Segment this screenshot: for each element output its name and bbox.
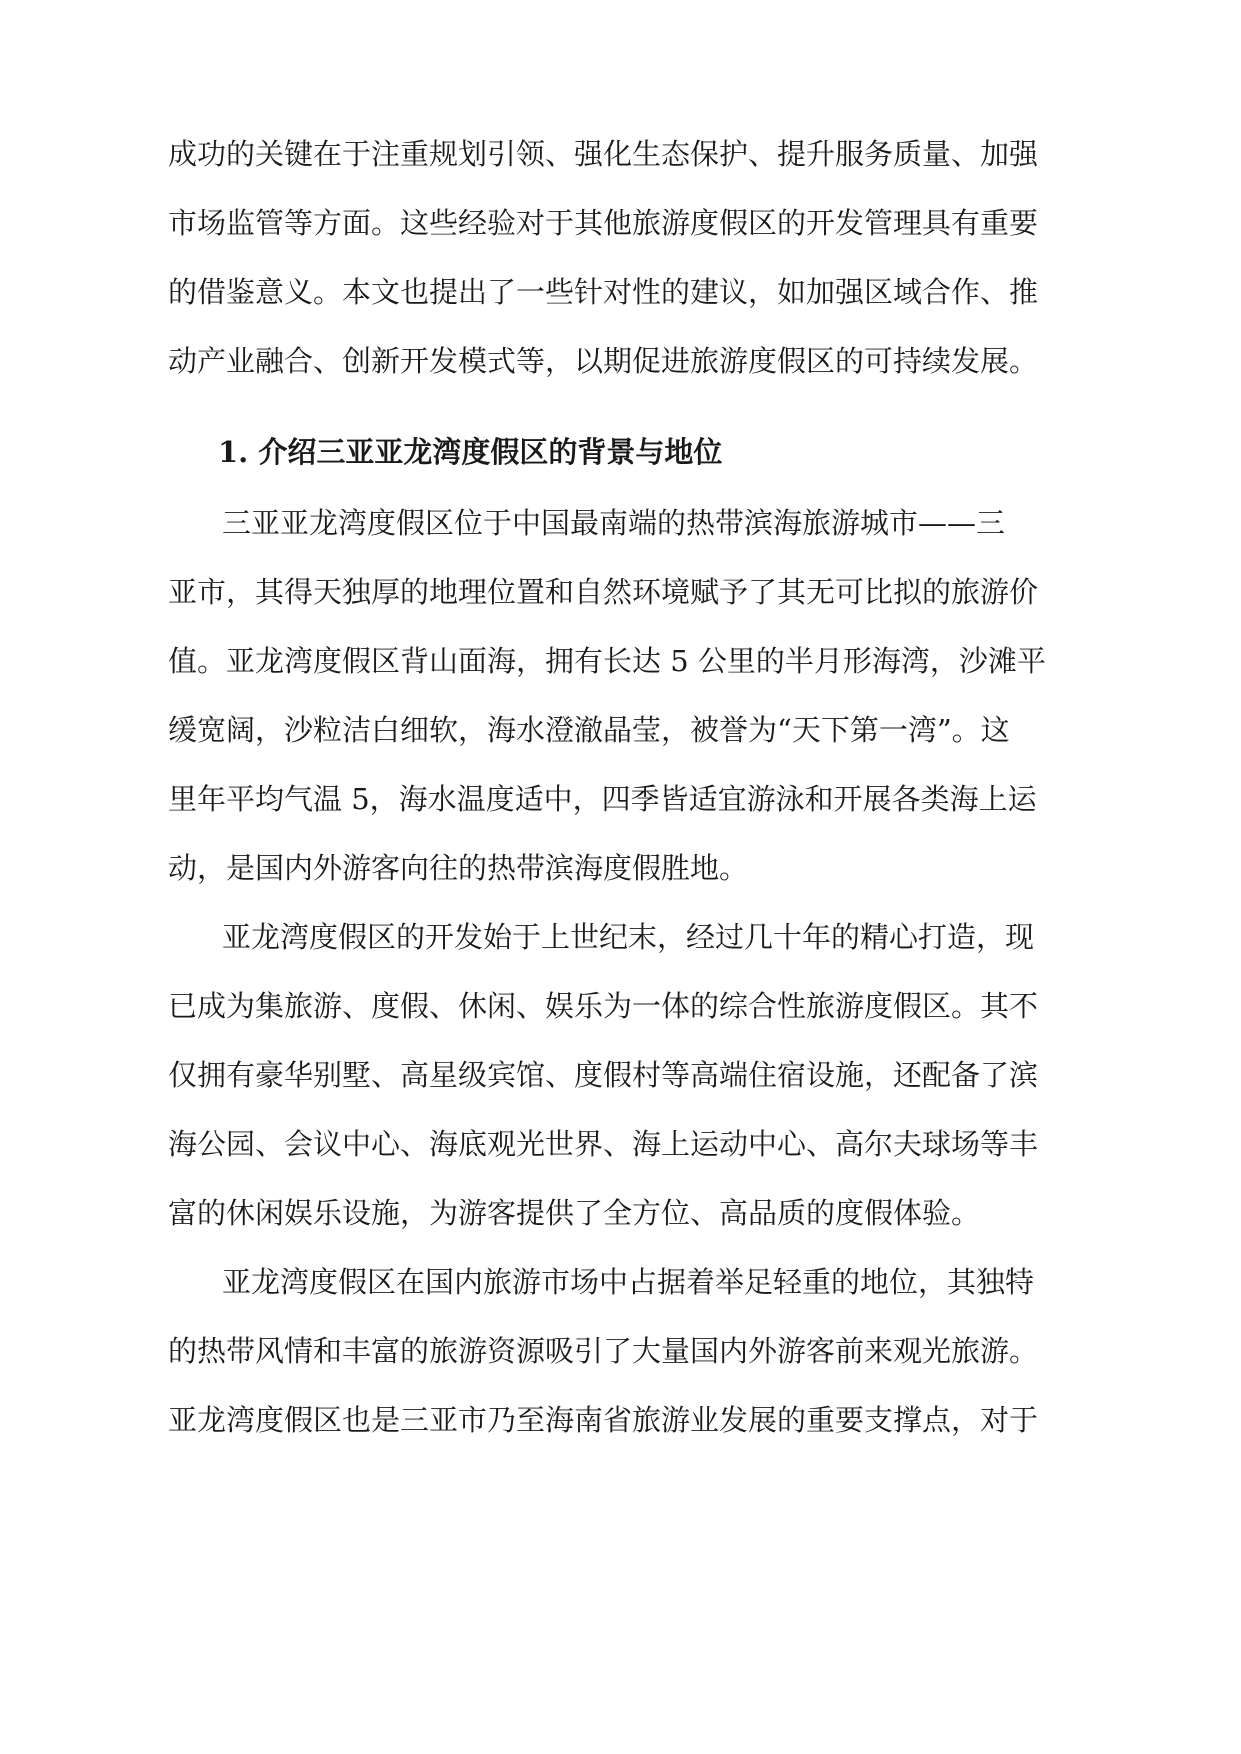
text-line: 亚市，其得天独厚的地理位置和自然环境赋予了其无可比拟的旅游价 (168, 575, 1039, 609)
text-line: 市场监管等方面。这些经验对于其他旅游度假区的开发管理具有重要 (168, 206, 1039, 240)
text-line: 缓宽阔，沙粒洁白细软，海水澄澈晶莹，被誉为“天下第一湾”。这 (168, 713, 1010, 747)
text-line: 里年平均气温 5，海水温度适中，四季皆适宜游泳和开展各类海上运 (168, 782, 1037, 816)
text-line: 亚龙湾度假区的开发始于上世纪末，经过几十年的精心打造，现 (222, 920, 1035, 954)
text-line: 仅拥有豪华别墅、高星级宾馆、度假村等高端住宿设施，还配备了滨 (168, 1058, 1039, 1092)
text-line: 亚龙湾度假区在国内旅游市场中占据着举足轻重的地位，其独特 (222, 1265, 1035, 1299)
text-line: 动产业融合、创新开发模式等，以期促进旅游度假区的可持续发展。 (168, 344, 1039, 378)
text-line: 成功的关键在于注重规划引领、强化生态保护、提升服务质量、加强 (168, 137, 1039, 171)
text-line: 的热带风情和丰富的旅游资源吸引了大量国内外游客前来观光旅游。 (168, 1334, 1039, 1368)
text-line: 三亚亚龙湾度假区位于中国最南端的热带滨海旅游城市——三 (222, 506, 1006, 540)
text-line: 海公园、会议中心、海底观光世界、海上运动中心、高尔夫球场等丰 (168, 1127, 1039, 1161)
text-line: 亚龙湾度假区也是三亚市乃至海南省旅游业发展的重要支撑点，对于 (168, 1403, 1039, 1437)
text-line: 的借鉴意义。本文也提出了一些针对性的建议，如加强区域合作、推 (168, 275, 1039, 309)
text-line: 值。亚龙湾度假区背山面海，拥有长达 5 公里的半月形海湾，沙滩平 (168, 644, 1046, 678)
text-line: 已成为集旅游、度假、休闲、娱乐为一体的综合性旅游度假区。其不 (168, 989, 1039, 1023)
section-heading: 1. 介绍三亚亚龙湾度假区的背景与地位 (218, 435, 723, 469)
text-line: 动，是国内外游客向往的热带滨海度假胜地。 (168, 851, 749, 885)
text-line: 富的休闲娱乐设施，为游客提供了全方位、高品质的度假体验。 (168, 1196, 981, 1230)
